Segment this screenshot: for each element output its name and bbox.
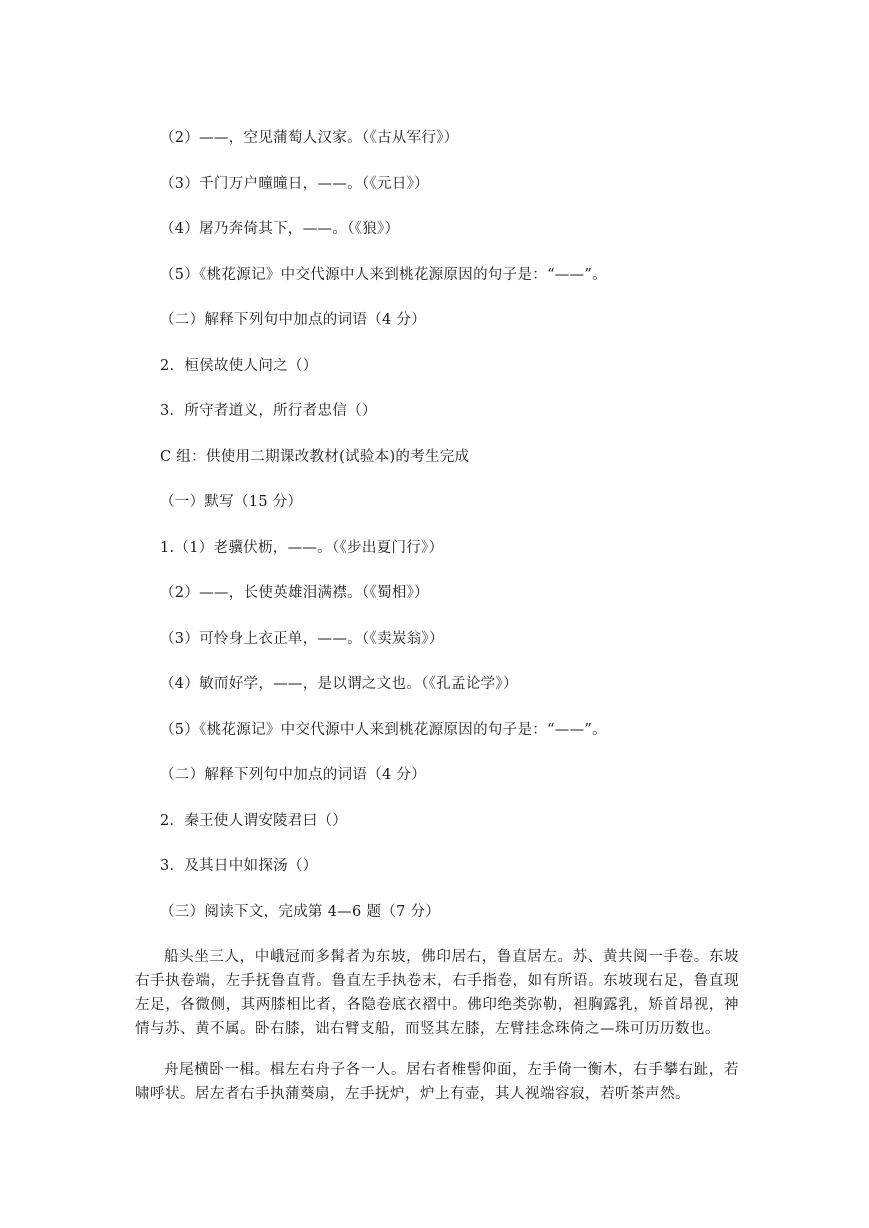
section-heading: （二）解释下列句中加点的词语（4 分） xyxy=(160,312,427,328)
section-heading: （二）解释下列句中加点的词语（4 分） xyxy=(160,767,427,783)
reading-paragraph: 船头坐三人，中峨冠而多髯者为东坡，佛印居右，鲁直居左。苏、黄共阅一手卷。东坡右手执卷端，左手抚鲁直背。鲁直左手执卷末，右手指卷，如有所语。东坡现右足，鲁直现左足，各微侧，其两膝相比者，各隐卷底衣褶中。佛印绝类弥勒，袒胸露乳，矫首昂视，神情与苏、黄不属。卧右膝，诎右臂支船，而竖其左膝，左臂挂念珠倚之—珠可历历数也。 xyxy=(135,949,739,1037)
text-line: （4）敏而好学，——，是以谓之文也。（《孔孟论学》） xyxy=(160,676,518,692)
group-heading: C 组：供使用二期课改教材(试验本)的考生完成 xyxy=(160,449,470,465)
section-heading: （三）阅读下文，完成第 4—6 题（7 分） xyxy=(160,904,441,920)
text-line: （5）《桃花源记》中交代源中人来到桃花源原因的句子是：“——”。 xyxy=(160,722,607,738)
text-line: （3）千门万户曈曈日，——。（《元日》） xyxy=(160,176,429,192)
question-item: 2．秦王使人谓安陵君曰（） xyxy=(160,813,348,829)
text-line: （5）《桃花源记》中交代源中人来到桃花源原因的句子是：“——”。 xyxy=(160,267,607,283)
text-line: （2）——，长使英雄泪满襟。（《蜀相》） xyxy=(160,585,429,601)
section-heading: （一）默写（15 分） xyxy=(160,494,303,510)
text-line: （2）——，空见蒲萄人汉家。（《古从军行》） xyxy=(160,130,459,146)
question-item: 3．所守者道义，所行者忠信（） xyxy=(160,403,377,419)
question-item: 2．桓侯故使人问之（） xyxy=(160,358,318,374)
text-line: （3）可怜身上衣正单，——。（《卖炭翁》） xyxy=(160,631,444,647)
reading-paragraph: 舟尾横卧一楫。楫左右舟子各一人。居右者椎髻仰面，左手倚一衡木，右手攀右趾，若啸呼状。居左者右手执蒲葵扇，左手抚炉，炉上有壶，其人视端容寂，若听茶声然。 xyxy=(135,1062,739,1102)
text-line: 1.（1）老骥伏枥，——。（《步出夏门行》） xyxy=(160,540,444,556)
question-item: 3．及其日中如探汤（） xyxy=(160,858,318,874)
text-line: （4）屠乃奔倚其下，——。（《狼》） xyxy=(160,221,400,237)
